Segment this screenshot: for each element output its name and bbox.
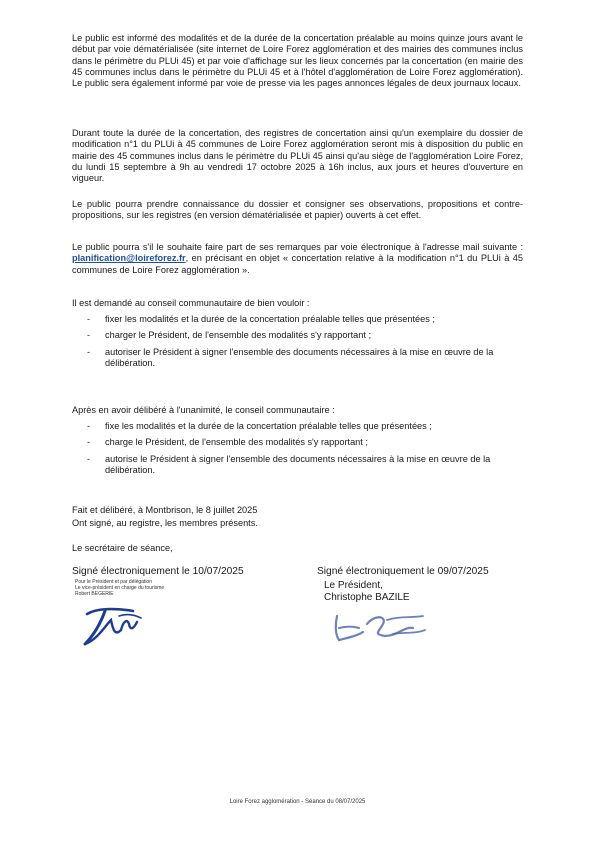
signature-left-name: Robert BEGERIE <box>75 591 114 597</box>
request-list <box>72 314 523 374</box>
signed-register-note: Ont signé, au registre, les membres présents. <box>72 518 258 528</box>
email-paragraph-start: Le public pourra s'il le souhaite faire part de ses remarques par voie électronique à l'adresse mail suivante : <box>72 242 523 252</box>
request-item: - charger le Président, de l'ensemble des modalités s'y rapportant ; <box>72 330 523 341</box>
request-intro: Il est demandé au conseil communautaire de bien vouloir : <box>72 298 310 308</box>
decision-list <box>72 421 523 481</box>
page-footer: Loire Forez agglomération - Séance du 08/07/2025 <box>229 799 366 805</box>
paragraph-registers: Durant toute la durée de la concertation, des registres de concertation ainsi qu'un exemplaire du dossier de modification n°1 du PLUi à 45 communes de Loire Forez agglomération seront mis à disposition du public en mairie des 45 communes inclus dans le périmètre du PLUi 45 ainsi qu'au siège de l'agglomération Loire Forez, du lundi 15 septembre à 9h au vendredi 17 octobre 2025 à 16h inclus, aux jours et heures d'ouverture en vigueur. <box>72 128 523 184</box>
paragraph-email-remarks <box>72 242 523 276</box>
decision-intro: Après en avoir délibéré à l'unanimité, le conseil communautaire : <box>72 405 335 415</box>
handwritten-signature-right <box>327 606 437 646</box>
decision-item: - charge le Président, de l'ensemble des modalités s'y rapportant ; <box>72 437 523 448</box>
request-item: - autoriser le Président à signer l'ensemble des documents nécessaires à la mise en œuvre de la délibération. <box>72 347 523 370</box>
signature-right-role: Le Président, <box>324 580 383 591</box>
signature-left-role: Le vice-président en charge du tourisme <box>75 585 165 591</box>
signature-right-block <box>317 566 537 649</box>
paragraph-consultation: Le public pourra prendre connaissance du dossier et consigner ses observations, propositions et contre-propositions, sur les registres (en version dématérialisée et papier) ouverts à cet effet. <box>72 199 523 221</box>
signature-left-delegation: Pour le Président et par délégation <box>75 579 152 585</box>
signature-left-heading: Signé électroniquement le 10/07/2025 <box>72 566 244 577</box>
signature-right-heading: Signé électroniquement le 09/07/2025 <box>317 566 489 577</box>
request-item: - fixer les modalités et la durée de la concertation préalable telles que présentées ; <box>72 314 523 325</box>
made-at-date: Fait et délibéré, à Montbrison, le 8 juillet 2025 <box>72 505 258 515</box>
handwritten-signature-left <box>75 600 155 652</box>
signature-right-name: Christophe BAZILE <box>324 592 410 603</box>
decision-item: - fixe les modalités et la durée de la concertation préalable telles que présentées ; <box>72 421 523 432</box>
email-paragraph-end: , en précisant en objet « concertation relative à la modification n°1 du PLUi à 45 communes de Loire Forez agglomération ». <box>72 253 523 275</box>
paragraph-information-public: Le public est informé des modalités et de la durée de la concertation préalable au moins quinze jours avant le début par voie dématérialisée (site internet de Loire Forez agglomération et des mairies des communes inclus dans le périmètre du PLUi 45) et par voie d'affichage sur les lieux concernés par la concertation (en mairie des 45 communes inclus dans le périmètre du PLUi 45 et à l'hôtel d'agglomération de Loire Forez agglomération). Le public sera également informé par voie de presse via les pages annonces légales de deux journaux locaux. <box>72 33 523 89</box>
email-link[interactable]: planification@loireforez.fr <box>72 253 186 264</box>
secretary-label: Le secrétaire de séance, <box>72 543 173 553</box>
signature-left-block <box>72 566 282 655</box>
decision-item: - autorise le Président à signer l'ensemble des documents nécessaires à la mise en œuvre de la délibération. <box>72 454 523 477</box>
